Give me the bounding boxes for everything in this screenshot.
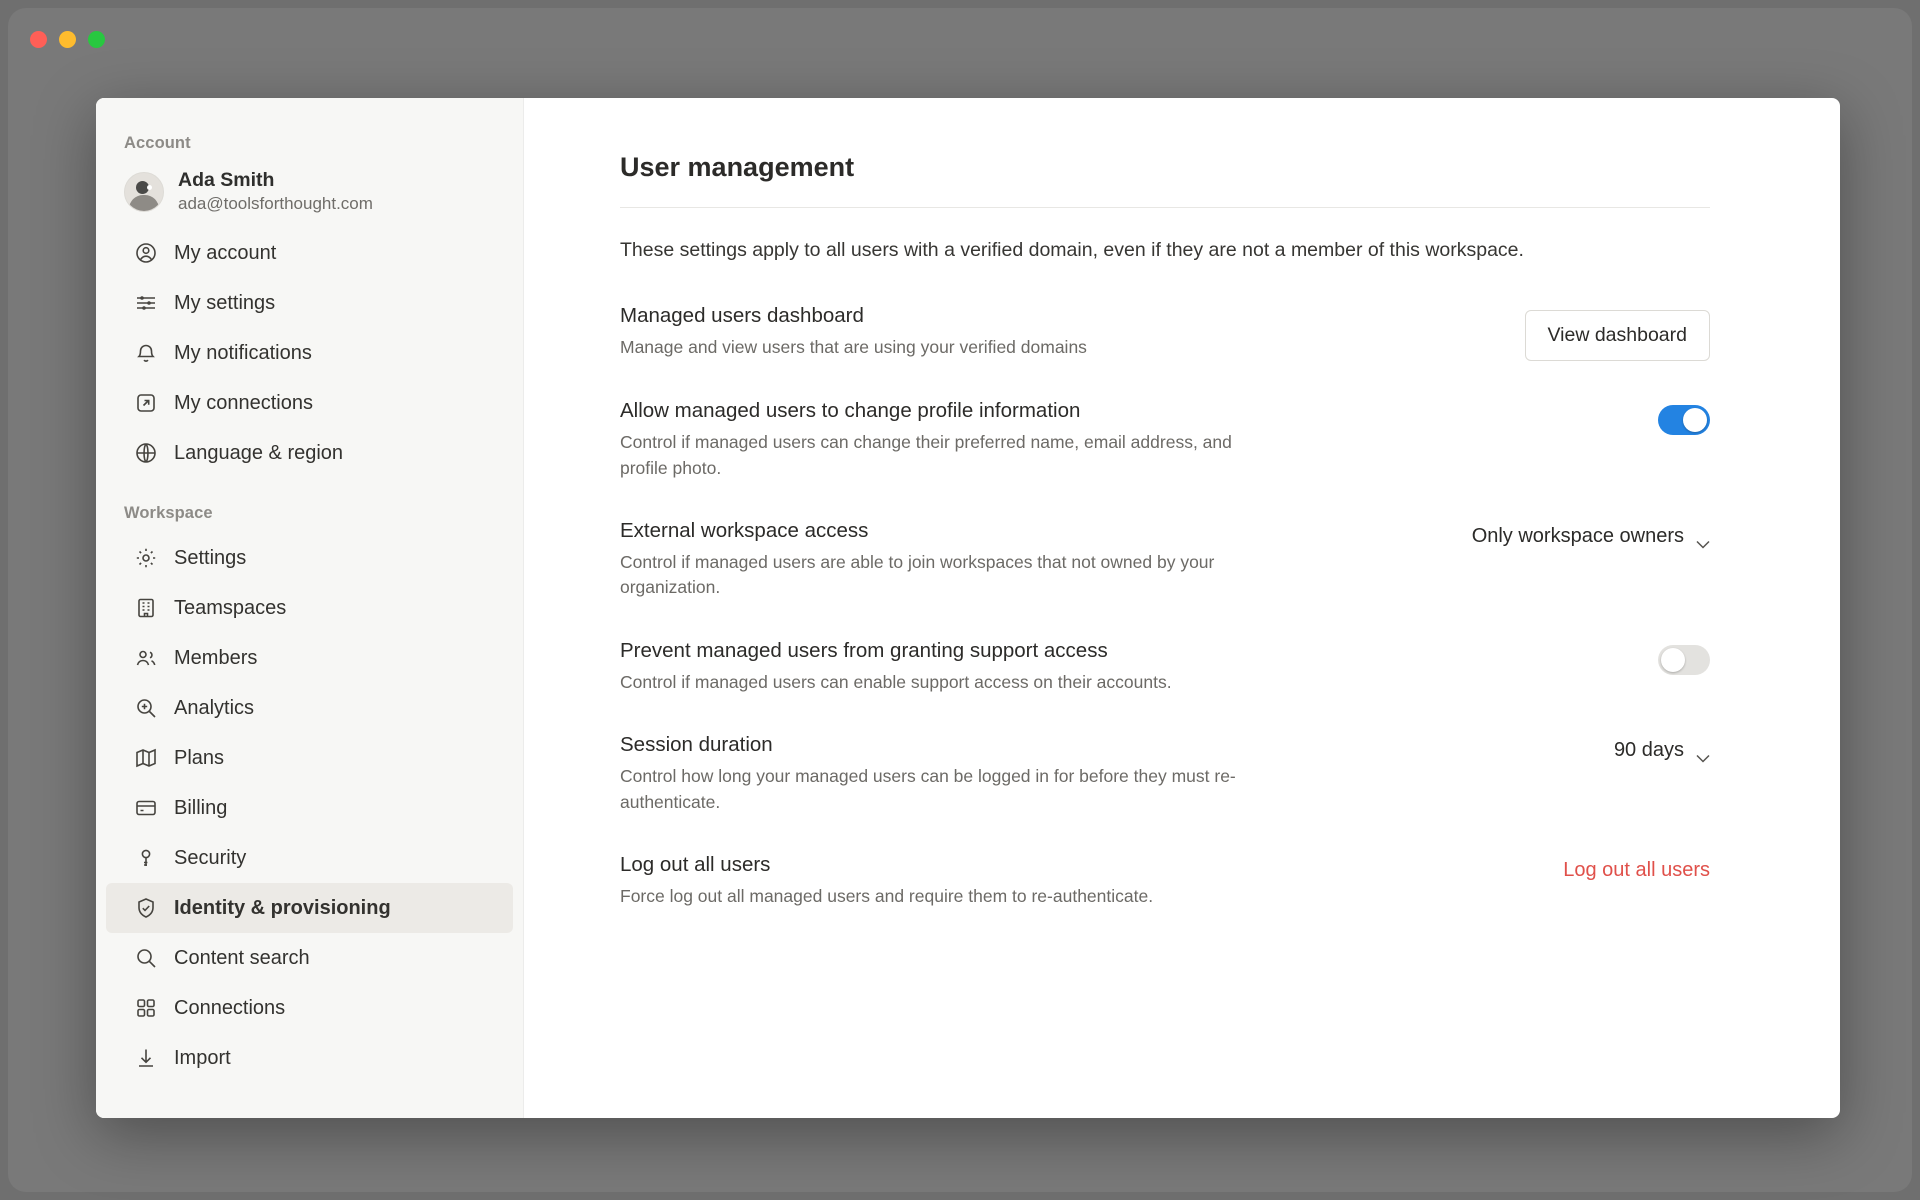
setting-title: Allow managed users to change profile information <box>620 399 1081 423</box>
search-icon <box>134 946 158 970</box>
allow-profile-change-toggle[interactable] <box>1658 405 1710 435</box>
sidebar-item-label: My account <box>174 242 277 264</box>
setting-description: Force log out all managed users and require them to re-authenticate. <box>620 885 1154 906</box>
sidebar-item-label: Connections <box>174 997 286 1019</box>
sidebar-item-my-notifications[interactable] <box>106 328 513 378</box>
window-traffic-lights <box>30 31 105 48</box>
chevron-down-icon <box>1696 746 1710 755</box>
minimize-window-button[interactable] <box>59 31 76 48</box>
sliders-icon <box>134 291 158 315</box>
prevent-support-access-toggle[interactable] <box>1658 645 1710 675</box>
setting-description: Control if managed users are able to join workspaces that not owned by your organization. <box>620 552 1215 598</box>
sidebar-item-identity-provisioning[interactable] <box>106 883 513 933</box>
zoom-window-button[interactable] <box>88 31 105 48</box>
sidebar-section-workspace-label: Workspace <box>124 504 213 522</box>
setting-row-prevent-support-access <box>620 639 1710 695</box>
sidebar-item-security[interactable] <box>106 833 513 883</box>
globe-icon <box>134 441 158 465</box>
external-workspace-access-select[interactable] <box>1472 525 1710 548</box>
setting-row-log-out-all-users <box>620 853 1710 909</box>
setting-row-session-duration <box>620 733 1710 815</box>
sidebar-section-account-label: Account <box>124 134 191 152</box>
gear-icon <box>134 546 158 570</box>
setting-row-managed-users-dashboard <box>620 304 1710 361</box>
sidebar-item-label: Analytics <box>174 697 255 719</box>
sidebar-item-my-account[interactable] <box>106 228 513 278</box>
setting-row-external-workspace-access <box>620 519 1710 601</box>
settings-modal <box>96 98 1840 1118</box>
sidebar-item-teamspaces[interactable] <box>106 583 513 633</box>
magnify-plus-icon <box>134 696 158 720</box>
session-duration-select[interactable] <box>1614 739 1710 762</box>
sidebar-item-my-connections[interactable] <box>106 378 513 428</box>
sidebar-account-row[interactable] <box>96 163 523 228</box>
setting-title: Managed users dashboard <box>620 304 864 328</box>
arrow-up-right-box-icon <box>134 391 158 415</box>
select-value-label: 90 days <box>1613 739 1684 762</box>
sidebar-item-settings[interactable] <box>106 533 513 583</box>
sidebar-item-label: Teamspaces <box>174 597 287 619</box>
setting-description: Control if managed users can change their preferred name, email address, and profile photo. <box>620 432 1232 478</box>
sidebar-item-language-region[interactable] <box>106 428 513 478</box>
account-name: Ada Smith <box>178 169 275 191</box>
download-arrow-icon <box>134 1046 158 1070</box>
shield-check-icon <box>134 896 158 920</box>
sidebar-item-label: Identity & provisioning <box>174 897 391 919</box>
settings-sidebar[interactable] <box>96 98 524 1118</box>
sidebar-item-label: My notifications <box>174 342 312 364</box>
setting-title: Log out all users <box>620 852 771 876</box>
bell-icon <box>134 341 158 365</box>
sidebar-item-label: Security <box>174 847 247 869</box>
page-title: User management <box>620 152 855 182</box>
setting-title: Session duration <box>620 733 773 757</box>
sidebar-item-label: Plans <box>174 747 225 769</box>
close-window-button[interactable] <box>30 31 47 48</box>
map-icon <box>134 746 158 770</box>
sidebar-item-label: My connections <box>174 392 313 414</box>
sidebar-item-label: Billing <box>174 797 228 819</box>
setting-title: External workspace access <box>620 519 869 543</box>
user-circle-icon <box>134 241 158 265</box>
building-icon <box>134 596 158 620</box>
sidebar-item-import[interactable] <box>106 1033 513 1083</box>
sidebar-item-analytics[interactable] <box>106 683 513 733</box>
chevron-down-icon <box>1696 532 1710 541</box>
title-divider <box>620 207 1710 208</box>
settings-content <box>524 98 1840 1118</box>
avatar <box>124 172 164 212</box>
sidebar-item-label: My settings <box>174 292 276 314</box>
sidebar-item-label: Members <box>174 647 258 669</box>
intro-text: These settings apply to all users with a verified domain, even if they are not a member of this workspace. <box>620 239 1524 261</box>
app-window <box>8 8 1912 1192</box>
sidebar-item-my-settings[interactable] <box>106 278 513 328</box>
select-value-label: Only workspace owners <box>1471 525 1684 548</box>
key-icon <box>134 846 158 870</box>
sidebar-item-label: Import <box>174 1047 231 1069</box>
setting-description: Control how long your managed users can be logged in for before they must re-authenticate. <box>620 766 1236 812</box>
setting-row-allow-profile-change <box>620 399 1710 481</box>
sidebar-item-content-search[interactable] <box>106 933 513 983</box>
log-out-all-users-link[interactable]: Log out all users <box>1563 858 1710 881</box>
people-icon <box>134 646 158 670</box>
sidebar-item-plans[interactable] <box>106 733 513 783</box>
account-email: ada@toolsforthought.com <box>178 194 373 213</box>
view-dashboard-button[interactable]: View dashboard <box>1525 310 1711 361</box>
setting-description: Manage and view users that are using your verified domains <box>620 337 1087 358</box>
grid-icon <box>134 996 158 1020</box>
sidebar-item-label: Settings <box>174 547 247 569</box>
sidebar-item-connections[interactable] <box>106 983 513 1033</box>
sidebar-item-label: Language & region <box>174 442 344 464</box>
credit-card-icon <box>134 796 158 820</box>
setting-description: Control if managed users can enable support access on their accounts. <box>620 671 1172 692</box>
sidebar-item-billing[interactable] <box>106 783 513 833</box>
setting-title: Prevent managed users from granting support access <box>620 638 1108 662</box>
sidebar-item-members[interactable] <box>106 633 513 683</box>
sidebar-item-label: Content search <box>174 947 310 969</box>
